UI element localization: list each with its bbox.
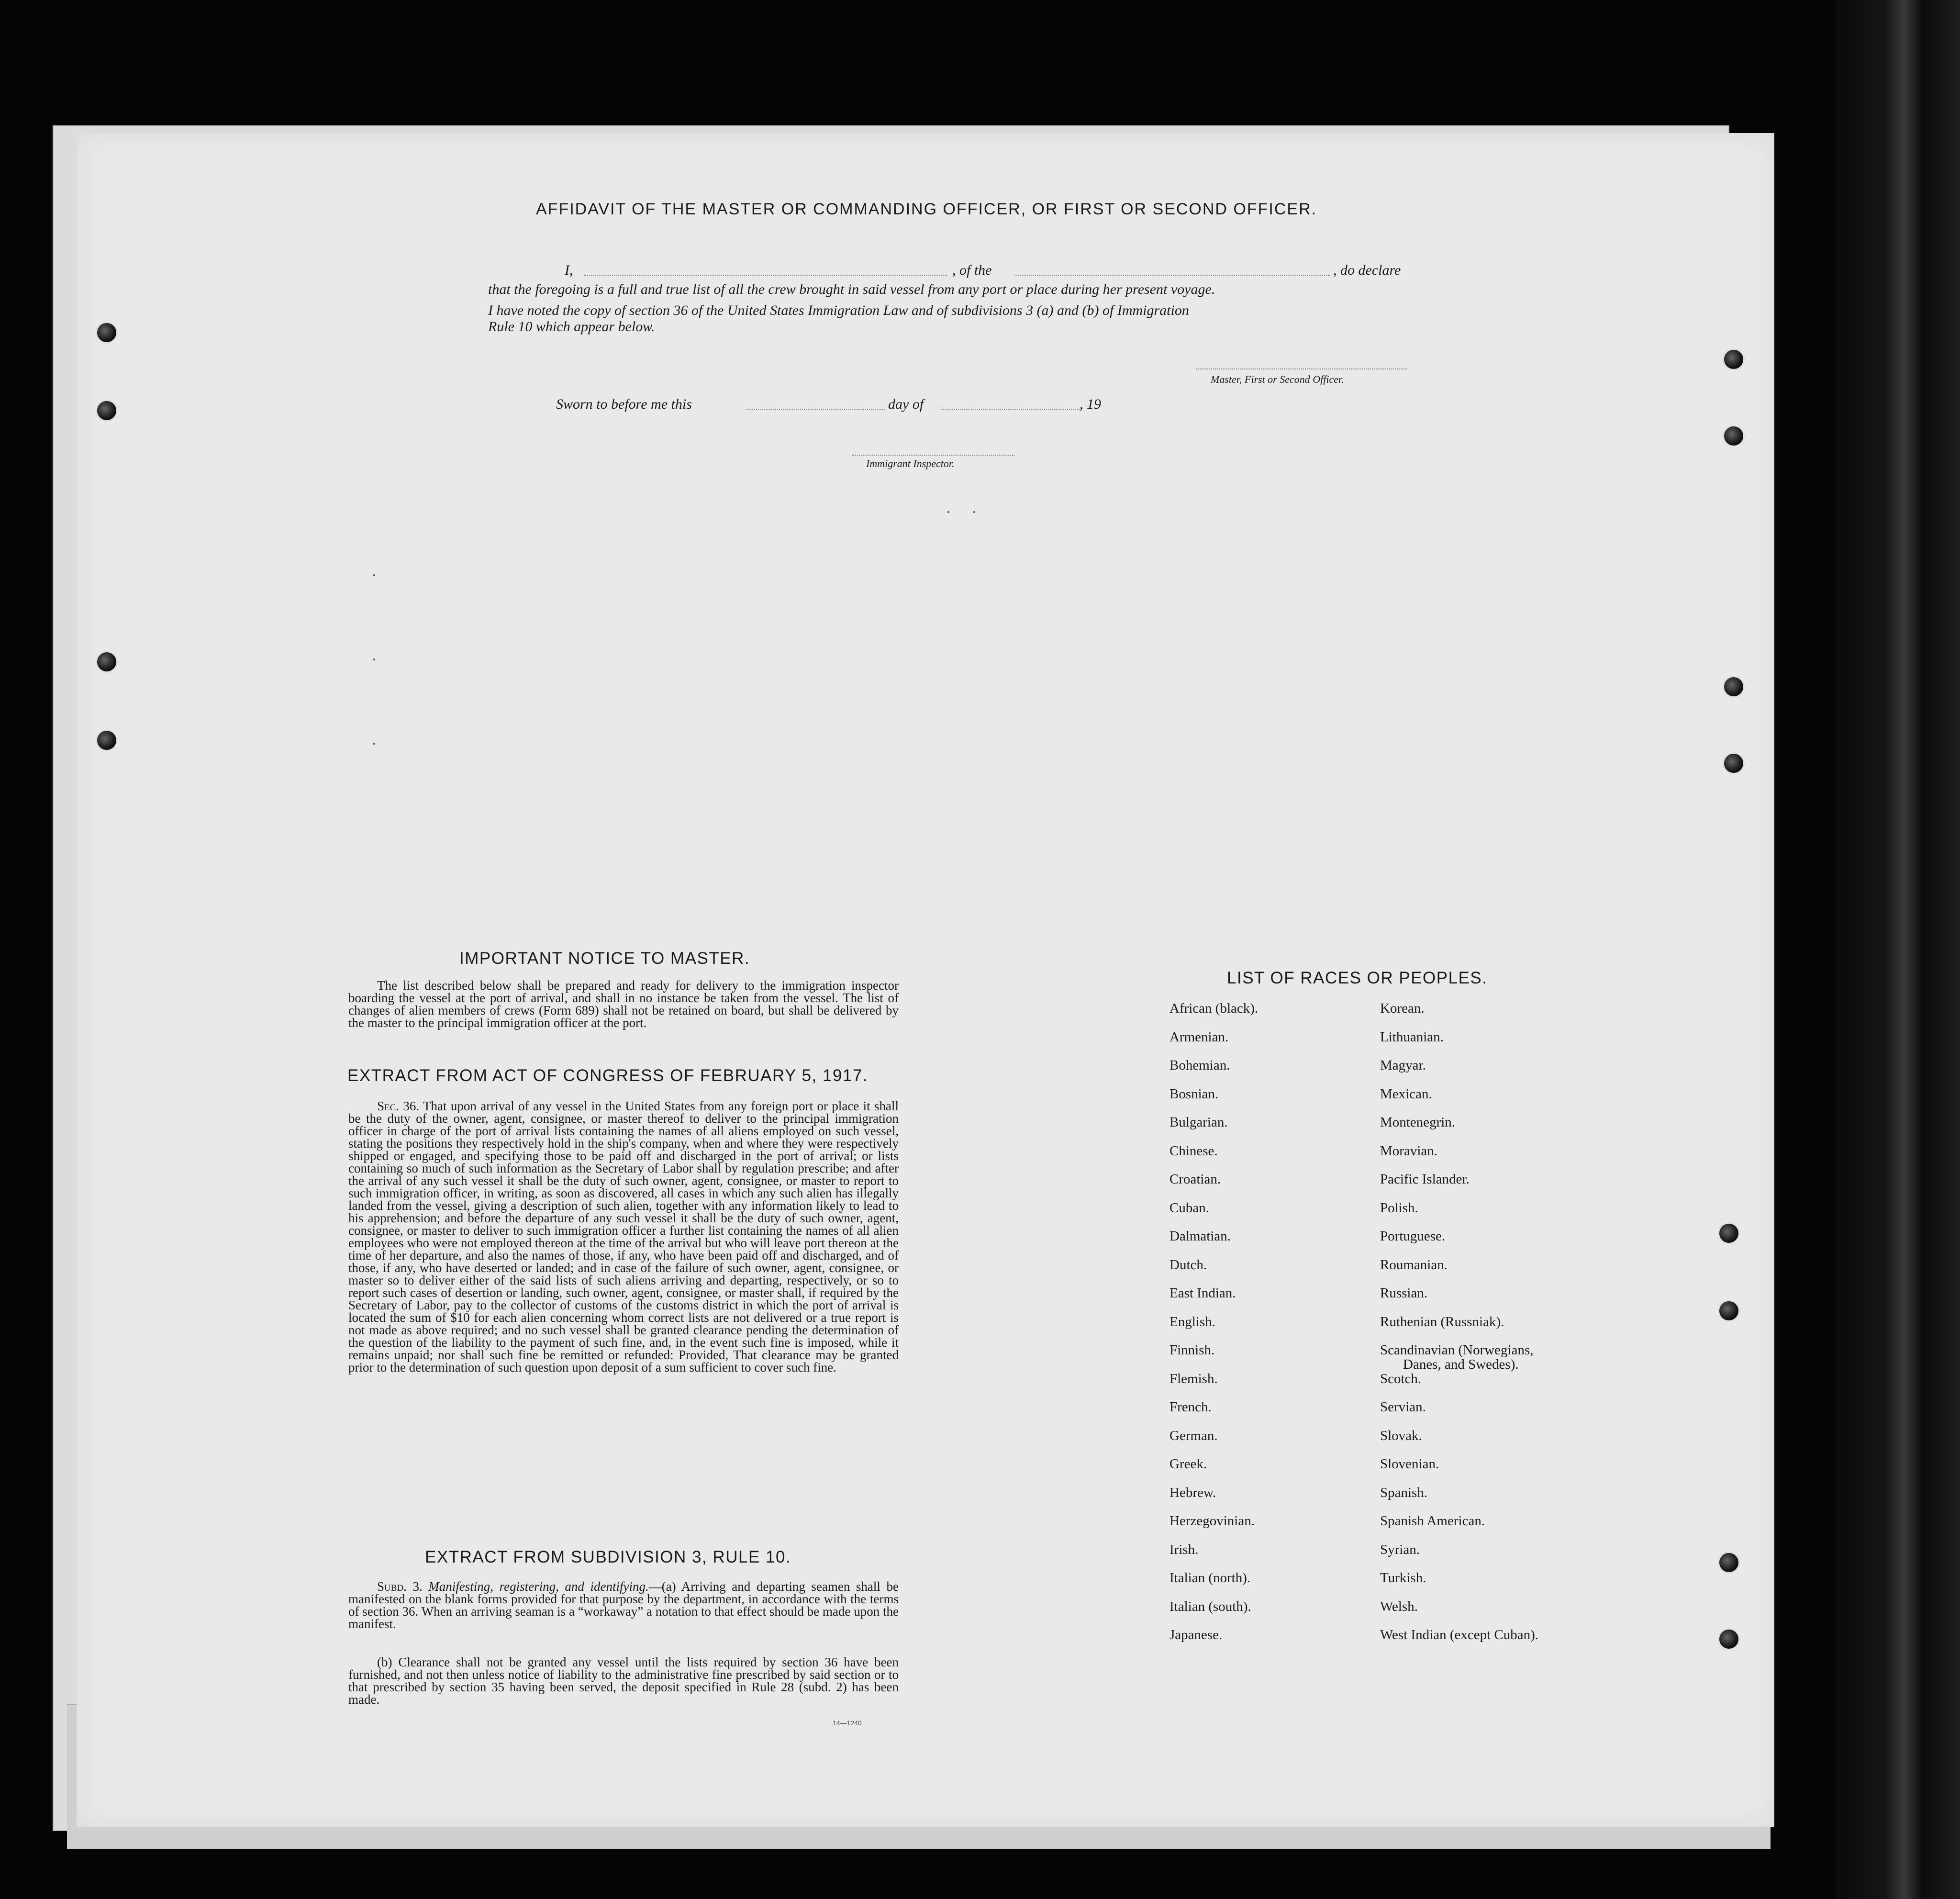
binder-hole-icon [1718, 1300, 1740, 1322]
affidavit-line-2: that the foregoing is a full and true list of all the crew brought in said vessel from any port or place during her present voyage. [488, 281, 1215, 297]
race-item: Irish. [1169, 1542, 1199, 1557]
margin-mark [373, 659, 375, 660]
race-item: Syrian. [1380, 1542, 1420, 1557]
vessel-blank [1014, 275, 1330, 276]
race-item: Turkish. [1380, 1570, 1426, 1586]
inspector-caption: Immigrant Inspector. [866, 458, 955, 469]
race-item: Korean. [1380, 1001, 1425, 1016]
race-item: Croatian. [1169, 1172, 1221, 1187]
section-label: Sec. 36. [377, 1099, 420, 1113]
race-item: Finnish. [1169, 1342, 1215, 1358]
race-item: Pacific Islander. [1380, 1172, 1470, 1187]
binder-hole-icon [1718, 1222, 1740, 1244]
race-item: Russian. [1380, 1285, 1428, 1301]
race-item: Slovak. [1380, 1428, 1422, 1443]
rule-para-a-text: —(a) Arriving and departing seamen shall be manifested on the blank forms provided for that purpose by the department, in accordance with the terms of section 36. When an arriving seaman is a “workaway” a notation to that effect should be made upon the manifest. [348, 1579, 899, 1631]
race-item: English. [1169, 1314, 1215, 1329]
race-item: African (black). [1169, 1001, 1258, 1016]
notice-title: IMPORTANT NOTICE TO MASTER. [459, 949, 750, 968]
race-item: Portuguese. [1380, 1229, 1446, 1244]
race-item: Lithuanian. [1380, 1029, 1444, 1045]
race-item: Magyar. [1380, 1058, 1426, 1073]
race-item: Spanish. [1380, 1485, 1428, 1500]
margin-mark [373, 574, 375, 576]
race-item: Chinese. [1169, 1143, 1218, 1159]
race-item: Herzegovinian. [1169, 1513, 1255, 1529]
affidavit-title: AFFIDAVIT OF THE MASTER OR COMMANDING OFFICER, OR FIRST OR SECOND OFFICER. [536, 200, 1317, 218]
affidavit-i: I, [565, 262, 573, 278]
race-item: German. [1169, 1428, 1218, 1443]
binder-hole-icon [1718, 1628, 1740, 1650]
race-item: Ruthenian (Russniak). [1380, 1314, 1504, 1329]
race-item-line-2: Danes, and Swedes). [1403, 1357, 1519, 1372]
race-item: Polish. [1380, 1200, 1418, 1216]
extract-act-body [348, 1100, 899, 1374]
binder-hole-icon [1723, 752, 1745, 774]
race-item: West Indian (except Cuban). [1380, 1627, 1539, 1642]
affidavit-line-3: I have noted the copy of section 36 of the United States Immigration Law and of subdivisions 3 (a) and (b) of Immigration [488, 302, 1189, 318]
race-item: French. [1169, 1399, 1212, 1415]
rule-para-a-heading: Manifesting, registering, and identifying. [428, 1579, 649, 1594]
extract-rule-title: EXTRACT FROM SUBDIVISION 3, RULE 10. [425, 1548, 791, 1566]
month-blank [941, 409, 1080, 410]
race-item: Dalmatian. [1169, 1229, 1231, 1244]
margin-mark [373, 743, 375, 745]
rule-para-b: (b) Clearance shall not be granted any vessel until the lists required by section 36 have been furnished, and not then unless notice of liability to the administrative fine prescribed by said section or to that prescribed by section 35 having been served, the deposit specified in Rule 28 (subd. 2) has been made. [348, 1655, 899, 1707]
binder-hole-icon [1723, 676, 1745, 698]
race-item: Spanish American. [1380, 1513, 1485, 1529]
race-item: Hebrew. [1169, 1485, 1216, 1500]
binder-hole-icon [96, 400, 118, 422]
affidavit-of-the: , of the [952, 262, 992, 278]
sworn-text: Sworn to before me this [556, 396, 692, 412]
binder-hole-icon [96, 322, 118, 344]
race-item: Italian (south). [1169, 1598, 1251, 1614]
race-item: Scotch. [1380, 1371, 1422, 1386]
race-item: Dutch. [1169, 1257, 1207, 1273]
race-item: Armenian. [1169, 1029, 1229, 1045]
day-of-text: day of [888, 396, 924, 412]
binder-hole-icon [96, 651, 118, 673]
race-item: Montenegrin. [1380, 1115, 1456, 1130]
race-item: Italian (north). [1169, 1570, 1251, 1586]
race-item: Moravian. [1380, 1143, 1437, 1159]
race-item: Mexican. [1380, 1086, 1432, 1102]
race-item: Japanese. [1169, 1627, 1223, 1642]
binder-hole-icon [96, 729, 118, 751]
subdivision-label: Subd. 3. [377, 1579, 423, 1594]
race-item: Welsh. [1380, 1598, 1418, 1614]
race-item [1380, 1343, 1648, 1372]
race-item: Bulgarian. [1169, 1115, 1228, 1130]
binder-hole-icon [1723, 425, 1745, 447]
race-item: Cuban. [1169, 1200, 1209, 1216]
inspector-signature-line [852, 455, 1014, 456]
race-item: Bosnian. [1169, 1086, 1219, 1102]
race-item: Bohemian. [1169, 1058, 1230, 1073]
name-blank [584, 275, 947, 276]
rule-para-a [348, 1580, 899, 1630]
form-number: 14—1240 [833, 1719, 862, 1727]
binder-hole-icon [1718, 1552, 1740, 1574]
binder-hole-icon [1723, 348, 1745, 370]
year-text: , 19 [1080, 396, 1101, 412]
master-caption: Master, First or Second Officer. [1211, 373, 1344, 385]
race-item: Servian. [1380, 1399, 1426, 1415]
race-item: Slovenian. [1380, 1456, 1439, 1472]
affidavit-do-declare: , do declare [1333, 262, 1401, 278]
race-item: East Indian. [1169, 1285, 1236, 1301]
notice-body: The list described below shall be prepared and ready for delivery to the immigration inspector boarding the vessel at the port of arrival, and shall in no instance be taken from the vessel. The list of changes of alien members of crews (Form 689) shall not be retained on board, but shall be delivered by the master to the principal immigration officer at the port. [348, 978, 899, 1030]
races-right-column [1380, 1001, 1648, 1656]
race-item: Roumanian. [1380, 1257, 1448, 1273]
margin-mark [973, 511, 975, 513]
section-text: That upon arrival of any vessel in the United States from any foreign port or place it shall be the duty of the owner, agent, consignee, or master thereof to deliver to the principal immigration officer in charge of the port of arrival lists containing the names of all aliens employed on such vessel, stating the positions they respectively hold in the ship's company, when and where they were respectively shipped or engaged, and specifying those to be paid off and discharged in the port of arrival; or lists containing so much of such information as the Secretary of Labor shall by regulation prescribe; and after the arrival of any such vessel it shall be the duty of such owner, agent, consignee, or master to report to such immigration officer, in writing, as soon as discovered, all cases in which any such alien has illegally landed from the vessel, giving a description of such alien, together with any information likely to lead to his apprehension; and before the departure of any such vessel it shall be the duty of such owner, agent, consignee, or master to deliver to such immigration officer a further list containing the names of all alien employees who were not employed thereon at the time of the arrival but who will leave port thereon at the time of her departure, and also the names of those, if any, who have been paid off and discharged, and of those, if any, who have deserted or landed; and in case of the failure of such owner, agent, consignee, or master so to deliver either of the said lists of such aliens arriving and departing, respectively, or so to report such cases of desertion or landing, such owner, agent, consignee, or master shall, if required by the Secretary of Labor, pay to the collector of customs of the customs district in which the port of arrival is located the sum of $10 for each alien concerning whom correct lists are not delivered or a true report is not made as above required; and no such vessel shall be granted clearance pending the determination of the question of the liability to the payment of such fine, and, in the event such fine is imposed, while it remains unpaid; nor shall such fine be remitted or refunded: Provided, That clearance may be granted prior to the determination of such question upon deposit of a sum sufficient to cover such fine. [348, 1099, 899, 1374]
race-item: Flemish. [1169, 1371, 1218, 1386]
races-title: LIST OF RACES OR PEOPLES. [1227, 969, 1488, 987]
extract-act-title: EXTRACT FROM ACT OF CONGRESS OF FEBRUARY 5, 1917. [347, 1066, 869, 1085]
race-item: Greek. [1169, 1456, 1207, 1472]
film-edge [1836, 0, 1960, 1899]
affidavit-line-4: Rule 10 which appear below. [488, 319, 655, 335]
race-item-line-1: Scandinavian (Norwegians, [1380, 1342, 1534, 1358]
margin-mark [947, 511, 949, 513]
sworn-day-blank [746, 409, 885, 410]
